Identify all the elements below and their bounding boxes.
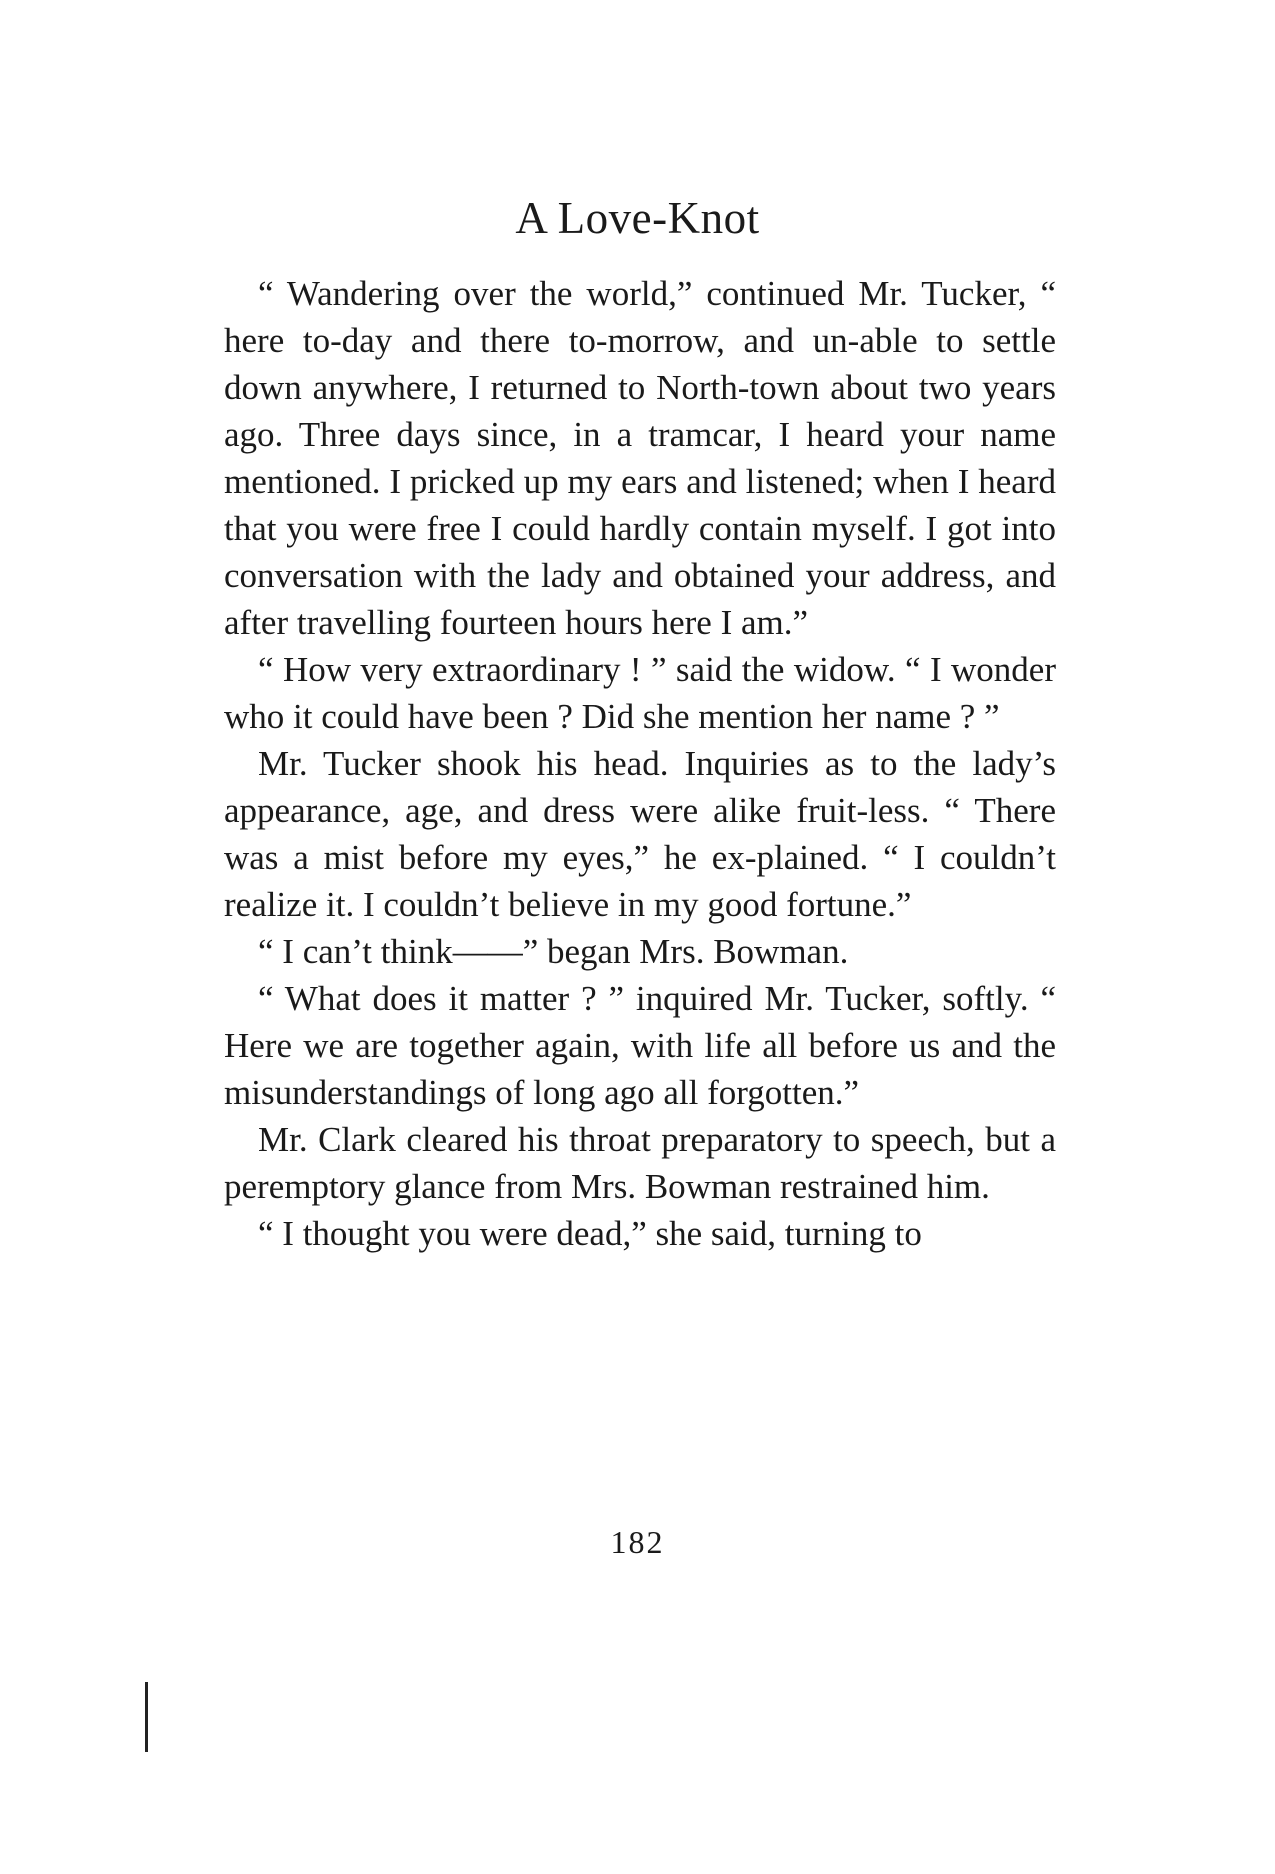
paragraph: “ I thought you were dead,” she said, turning to [258,1214,922,1253]
paragraph: Mr. Tucker shook his head. Inquiries as to the lady’s appearance, age, and dress were alike fruit-less. “ There was a mist before my eyes,” he ex-plained. “ I couldn’t realize it. I couldn’t believe in my good fortune.” [224,744,1056,924]
paragraph: “ How very extraordinary ! ” said the widow. “ I wonder who it could have been ? Did she mention her name ? ” [224,650,1056,736]
scan-margin-mark [145,1682,148,1752]
paragraph: “ What does it matter ? ” inquired Mr. Tucker, softly. “ Here we are together again, with life all before us and the misunderstandings of long ago all forgotten.” [224,979,1056,1112]
running-title: A Love-Knot [515,193,760,243]
paragraph: “ Wandering over the world,” continued Mr. Tucker, “ here to-day and there to-morrow, and un-able to settle down anywhere, I returned to North-town about two years ago. Three days since, in a tramcar, I heard your name mentioned. I pricked up my ears and listened; when I heard that you were free I could hardly contain myself. I got into conversation with the lady and obtained your address, and after travelling fourteen hours here I am.” [224,274,1056,642]
paragraph: “ I can’t think——” began Mrs. Bowman. [258,932,849,971]
paragraph: Mr. Clark cleared his throat preparatory to speech, but a peremptory glance from Mrs. Bowman restrained him. [224,1120,1056,1206]
body-text [224,270,1056,1257]
page-number: 182 [610,1524,665,1560]
